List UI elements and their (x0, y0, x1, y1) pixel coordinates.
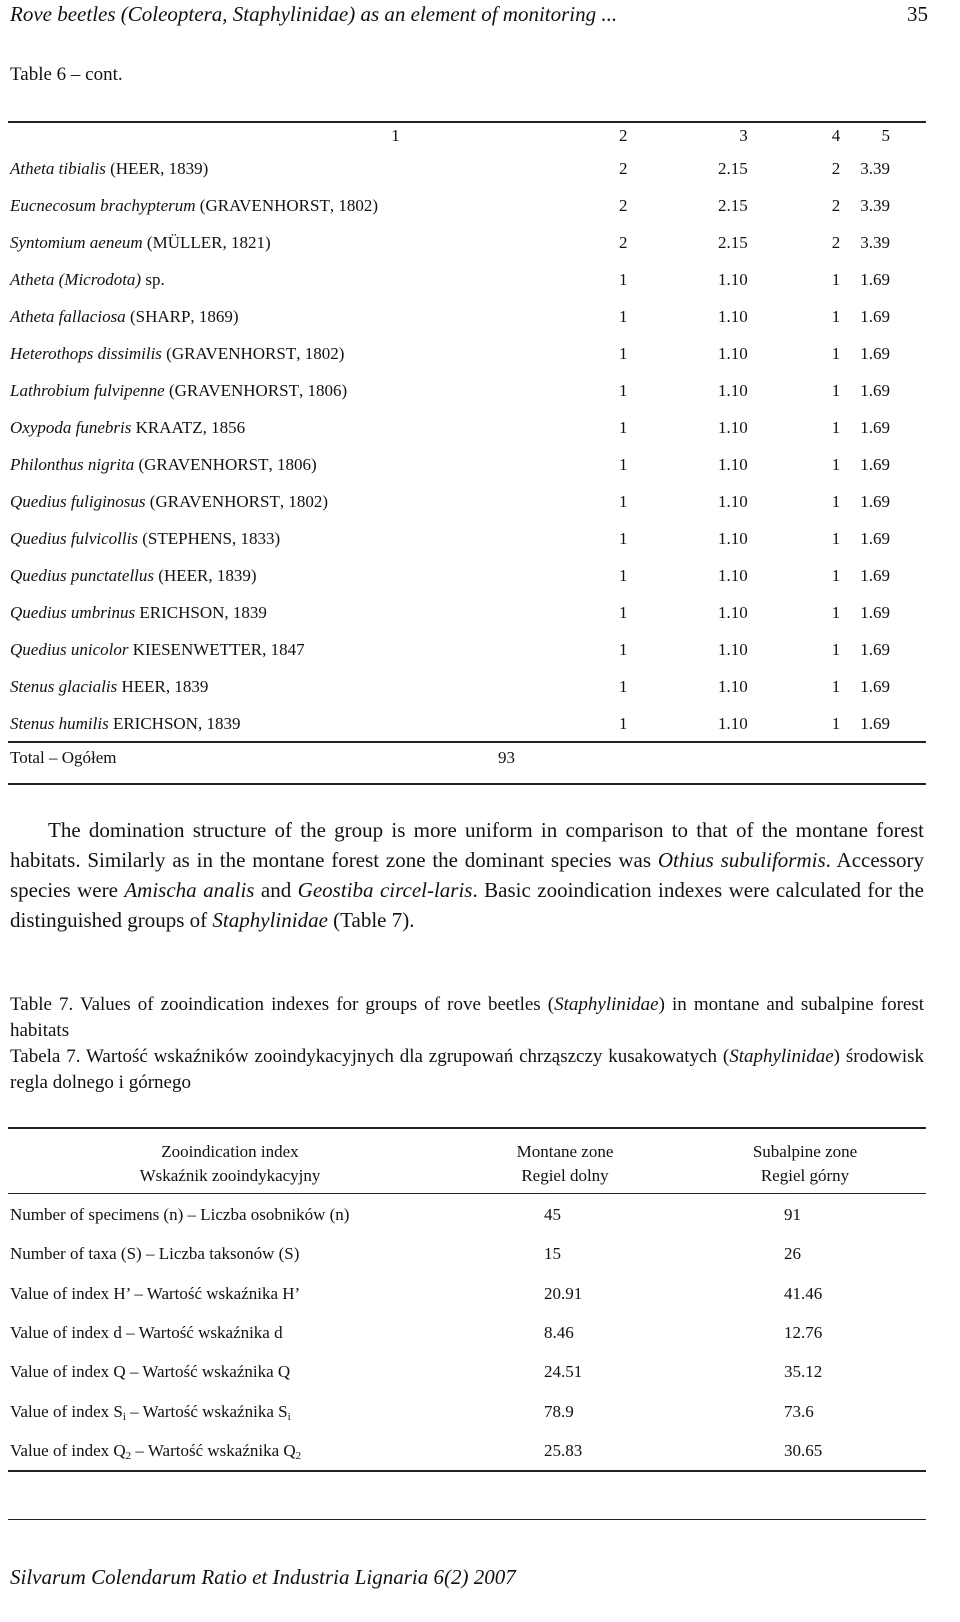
table7-row (10, 1357, 823, 1387)
row-label: Value of index d – Wartość wskaźnika d (10, 1322, 283, 1342)
subalpine-value: 30.65 (784, 1440, 823, 1460)
para-text: The domination structure of the group is more uniform in comparison to that of the montane forest habitats. Similarly as in the montane forest zone the dominant species was (10, 818, 924, 872)
value-cell: 1 (619, 380, 628, 400)
value-cell: 1.10 (717, 528, 748, 548)
taxon-name: Staphylinidae (212, 908, 328, 932)
subalpine-value: 91 (784, 1205, 801, 1224)
value-cell: 1.69 (860, 565, 890, 585)
table6-header-row (10, 122, 928, 150)
table7-caption (10, 992, 924, 1096)
value-cell: 1 (619, 269, 628, 289)
value-cell: 1.69 (860, 713, 890, 733)
table6-row (10, 594, 928, 631)
value-cell: 2.15 (717, 232, 748, 252)
subalpine-value: 26 (784, 1244, 801, 1264)
value-cell: 3.39 (860, 232, 890, 252)
value-cell: 2 (619, 232, 628, 252)
row-label: Number of specimens (n) – Liczba osobników (n) (10, 1205, 350, 1224)
table6-bottom-rule (8, 783, 926, 785)
taxon-cell: Syntomium aeneum (MÜLLER, 1821) (10, 232, 271, 252)
table7-bottom-rule (8, 1470, 926, 1472)
footer-rule (8, 1519, 926, 1520)
table6-row (10, 335, 928, 372)
row-label: Value of index Q – Wartość wskaźnika Q (10, 1362, 291, 1382)
table7-row (10, 1397, 814, 1427)
table6-row (10, 150, 928, 187)
montane-value: 24.51 (544, 1362, 583, 1382)
value-cell: 1.10 (717, 306, 748, 326)
value-cell: 1 (831, 491, 841, 511)
value-cell: 3.39 (860, 158, 890, 178)
value-cell: 1.10 (717, 565, 748, 585)
header-subalpine: Subalpine zone Regiel górny (752, 1142, 858, 1185)
running-header (10, 2, 930, 34)
total-value: 93 (498, 748, 515, 767)
value-cell: 1.69 (860, 639, 890, 659)
caption-en: Table 7. Values of zooindication indexes for groups of rove beetles (Staphylinidae) in montane and subalpine forest habitats (10, 994, 924, 1041)
col-number: 5 (881, 126, 890, 145)
taxon-cell: Philonthus nigrita (GRAVENHORST, 1806) (10, 454, 317, 474)
montane-value: 45 (544, 1205, 561, 1224)
value-cell: 1 (831, 565, 841, 585)
table6-caption: Table 6 – cont. (10, 64, 123, 85)
value-cell: 2 (831, 158, 841, 178)
taxon-cell: Quedius unicolor KIESENWETTER, 1847 (10, 639, 305, 659)
subalpine-value: 12.76 (784, 1322, 823, 1342)
journal-footer: Silvarum Colendarum Ratio et Industria Lignaria 6(2) 2007 (10, 1565, 516, 1589)
value-cell: 1.10 (717, 491, 748, 511)
taxon-cell: Stenus glacialis HEER, 1839 (10, 676, 209, 696)
row-label: Value of index $Q_2$ – Wartość wskaźnika $Q_2$ (10, 1440, 302, 1462)
taxon-cell: Quedius fulvicollis (STEPHENS, 1833) (10, 528, 281, 548)
value-cell: 1.10 (717, 343, 748, 363)
value-cell: 2.15 (717, 195, 748, 215)
table7-row (10, 1436, 823, 1466)
value-cell: 1.10 (717, 676, 748, 696)
table6-row (10, 446, 928, 483)
value-cell: 1.10 (717, 602, 748, 622)
col-number: 2 (619, 126, 628, 145)
value-cell: 1 (619, 602, 628, 622)
species-name: Geostiba circel-laris (297, 878, 473, 902)
montane-value: 25.83 (544, 1440, 583, 1460)
table6 (10, 122, 928, 742)
species-name: Amischa analis (124, 878, 255, 902)
table7-row (10, 1239, 801, 1269)
value-cell: 1.69 (860, 417, 890, 437)
header-index: Zooindication index Wskaźnik zooindykacyjny (139, 1142, 321, 1185)
table6-total (10, 748, 515, 768)
value-cell: 1 (831, 343, 841, 363)
taxon-cell: Atheta (Microdota) sp. (10, 269, 165, 289)
value-cell: 1 (831, 639, 841, 659)
value-cell: 1 (831, 417, 841, 437)
value-cell: 1.69 (860, 454, 890, 474)
value-cell: 1 (619, 454, 628, 474)
taxon-cell: Heterothops dissimilis (GRAVENHORST, 1802) (10, 343, 345, 363)
table6-body (10, 150, 928, 742)
value-cell: 1 (619, 343, 628, 363)
table6-row (10, 483, 928, 520)
species-name: Othius subuliformis (657, 848, 826, 872)
value-cell: 1 (831, 676, 841, 696)
table6-row (10, 557, 928, 594)
col-number: 1 (391, 126, 400, 145)
taxon-cell: Quedius punctatellus (HEER, 1839) (10, 565, 257, 585)
value-cell: 1 (619, 639, 628, 659)
taxon-cell: Lathrobium fulvipenne (GRAVENHORST, 1806) (10, 380, 348, 400)
table6-total-rule (8, 741, 926, 743)
para-text: . Accessory species were (10, 848, 924, 902)
caption-pl: Tabela 7. Wartość wskaźników zooindykacyjnych dla zgrupowań chrząszczy kusakowatych (Staphylinidae) środowisk regla dolnego i górnego (10, 1046, 924, 1093)
value-cell: 1.10 (717, 269, 748, 289)
montane-value: 78.9 (544, 1401, 574, 1421)
row-label: Number of taxa (S) – Liczba taksonów (S) (10, 1244, 300, 1264)
subalpine-value: 73.6 (784, 1401, 814, 1421)
value-cell: 1 (619, 417, 628, 437)
table6-row (10, 224, 928, 261)
table6-row (10, 261, 928, 298)
value-cell: 1.10 (717, 639, 748, 659)
value-cell: 1.69 (860, 491, 890, 511)
table7-row (10, 1279, 823, 1309)
taxon-cell: Quedius umbrinus ERICHSON, 1839 (10, 602, 267, 622)
value-cell: 1.69 (860, 380, 890, 400)
value-cell: 1 (831, 380, 841, 400)
taxon-cell: Quedius fuliginosus (GRAVENHORST, 1802) (10, 491, 329, 511)
subalpine-value: 41.46 (784, 1283, 823, 1303)
para-text: and (254, 878, 298, 902)
running-title: Rove beetles (Coleoptera, Staphylinidae) as an element of monitoring ... (10, 2, 618, 26)
taxon-cell: Atheta tibialis (HEER, 1839) (10, 158, 209, 178)
value-cell: 2 (831, 195, 841, 215)
body-paragraph (10, 815, 924, 935)
value-cell: 1.10 (717, 713, 748, 733)
value-cell: 1.69 (860, 343, 890, 363)
table6-row (10, 409, 928, 446)
para-text: . Basic zooindication indexes were calculated for the distinguished groups of (10, 878, 925, 932)
value-cell: 1 (619, 491, 628, 511)
value-cell: 1 (619, 565, 628, 585)
table7-row (10, 1200, 801, 1230)
value-cell: 1 (831, 528, 841, 548)
col-number: 3 (739, 126, 748, 145)
table6-row (10, 372, 928, 409)
table6-row (10, 705, 928, 742)
value-cell: 1.69 (860, 676, 890, 696)
montane-value: 8.46 (544, 1322, 574, 1342)
table6-row (10, 631, 928, 668)
value-cell: 1 (831, 602, 841, 622)
table6-row (10, 298, 928, 335)
value-cell: 1 (619, 306, 628, 326)
montane-value: 20.91 (544, 1283, 583, 1303)
subalpine-value: 35.12 (784, 1362, 823, 1382)
value-cell: 1 (831, 269, 841, 289)
value-cell: 1.10 (717, 417, 748, 437)
value-cell: 1.10 (717, 454, 748, 474)
row-label: Value of index $S_i$ – Wartość wskaźnika $S_i$ (10, 1401, 291, 1423)
table6-row (10, 520, 928, 557)
value-cell: 1 (831, 454, 841, 474)
taxon-cell: Atheta fallaciosa (SHARP, 1869) (10, 306, 239, 326)
taxon-cell: Stenus humilis ERICHSON, 1839 (10, 713, 241, 733)
table7-top-rule (8, 1127, 926, 1129)
value-cell: 1.69 (860, 602, 890, 622)
para-text: (Table 7). (327, 908, 415, 932)
value-cell: 3.39 (860, 195, 890, 215)
taxon-cell: Oxypoda funebris KRAATZ, 1856 (10, 417, 246, 437)
value-cell: 2 (619, 195, 628, 215)
value-cell: 1 (619, 528, 628, 548)
row-label: Value of index H’ – Wartość wskaźnika H’ (10, 1283, 301, 1303)
table7-row (10, 1318, 823, 1348)
header-montane: Montane zone Regiel dolny (516, 1142, 614, 1185)
page-number: 35 (907, 2, 928, 26)
taxon-cell: Eucnecosum brachypterum (GRAVENHORST, 1802) (10, 195, 378, 215)
value-cell: 2.15 (717, 158, 748, 178)
value-cell: 2 (831, 232, 841, 252)
value-cell: 1.69 (860, 269, 890, 289)
value-cell: 1.69 (860, 306, 890, 326)
total-label: Total – Ogółem (10, 748, 117, 767)
table7-header-rule (8, 1193, 926, 1194)
col-number: 4 (831, 126, 841, 145)
value-cell: 1 (619, 713, 628, 733)
table6-row (10, 187, 928, 224)
value-cell: 2 (619, 158, 628, 178)
value-cell: 1 (831, 306, 841, 326)
value-cell: 1 (831, 713, 841, 733)
value-cell: 1 (619, 676, 628, 696)
value-cell: 1.69 (860, 528, 890, 548)
table6-row (10, 668, 928, 705)
value-cell: 1.10 (717, 380, 748, 400)
montane-value: 15 (544, 1244, 561, 1264)
